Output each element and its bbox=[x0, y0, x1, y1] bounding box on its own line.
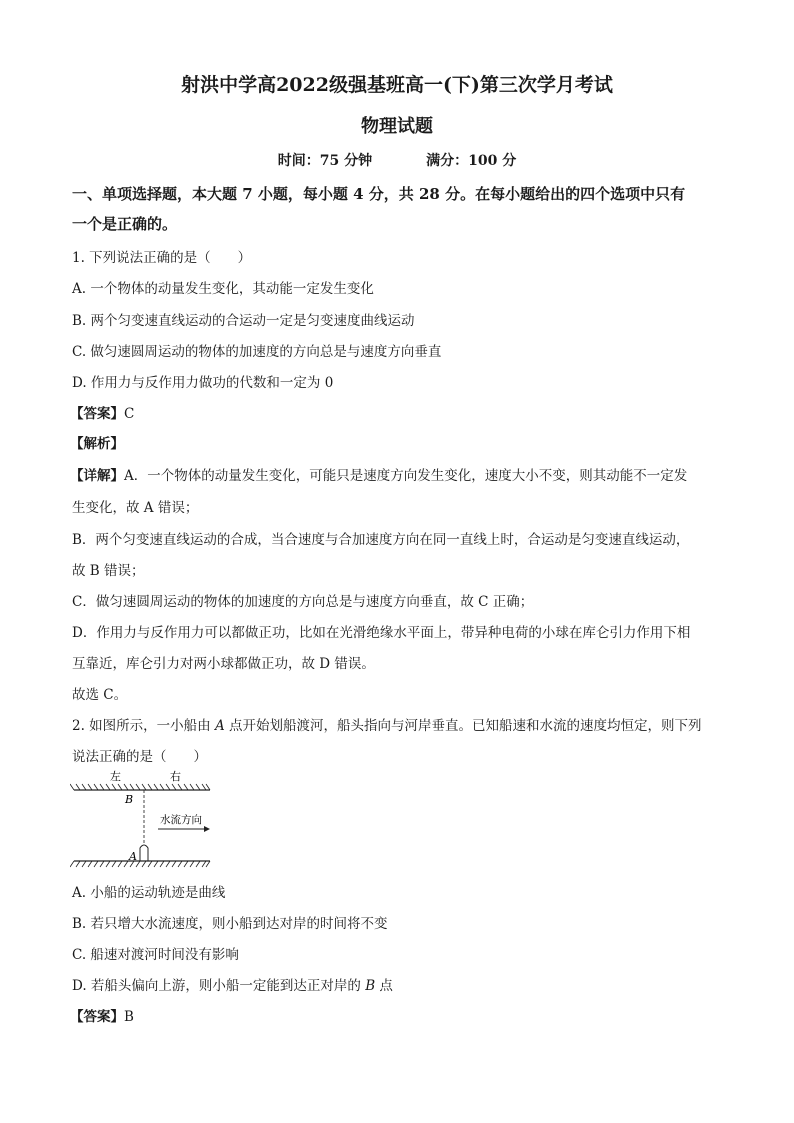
q1-detail-line-7: 互靠近，库仑引力对两小球都做正功，故 D 错误。 bbox=[72, 656, 375, 672]
answer-tag: 【答案】 bbox=[70, 406, 124, 422]
detail-tag: 【详解】 bbox=[70, 468, 124, 484]
q2-option-d-part-a: D. 若船头偏向上游，则小船一定能到达正对岸的 bbox=[72, 978, 366, 994]
exam-title: 射洪中学高2022级强基班高一(下)第三次学月考试 bbox=[181, 74, 613, 96]
q1-detail-line-2: 生变化，故 A 错误； bbox=[72, 500, 199, 516]
flow-arrow-head-icon bbox=[204, 826, 210, 832]
q1-option-c: C. 做匀速圆周运动的物体的加速度的方向总是与速度方向垂直 bbox=[72, 344, 442, 360]
detail-text: A．一个物体的动量发生变化，可能只是速度方向发生变化，速度大小不变，则其动能不一定发 bbox=[124, 468, 688, 484]
bottom-bank-hatch bbox=[70, 861, 210, 867]
river-crossing-figure bbox=[70, 768, 215, 873]
q1-option-b: B. 两个匀变速直线运动的合运动一定是匀变速度曲线运动 bbox=[72, 313, 415, 329]
top-bank-hatch bbox=[70, 784, 210, 790]
full-score: 满分：100 分 bbox=[426, 153, 517, 169]
answer-value: C bbox=[124, 406, 135, 422]
q1-detail-line-3: B．两个匀变速直线运动的合成，当合速度与合加速度方向在同一直线上时，合运动是匀变速直线运动， bbox=[72, 532, 690, 548]
section-heading-line2: 一个是正确的。 bbox=[72, 215, 178, 233]
q2-option-d bbox=[72, 974, 393, 994]
right-bank-label: 右 bbox=[170, 770, 181, 783]
time-limit: 时间：75 分钟 bbox=[277, 153, 373, 169]
left-bank-label: 左 bbox=[110, 770, 121, 783]
point-b-label: B bbox=[125, 793, 134, 806]
q1-option-d: D. 作用力与反作用力做功的代数和一定为 0 bbox=[72, 375, 334, 391]
q1-detail-line-4: 故 B 错误； bbox=[72, 563, 145, 579]
q1-analysis-tag: 【解析】 bbox=[70, 436, 124, 452]
q1-detail-line-1 bbox=[70, 464, 687, 484]
q2-point-a-ref: A bbox=[214, 718, 225, 734]
exam-meta bbox=[0, 150, 794, 170]
answer-value: B bbox=[124, 1009, 134, 1025]
q2-answer bbox=[70, 1005, 134, 1025]
answer-tag: 【答案】 bbox=[70, 1009, 124, 1025]
q2-stem-part-a: 2. 如图所示，一小船由 bbox=[72, 718, 215, 734]
exam-subtitle: 物理试题 bbox=[361, 116, 433, 137]
q1-answer bbox=[70, 402, 134, 422]
q2-stem-part-b: 点开始划船渡河，船头指向与河岸垂直。已知船速和水流的速度均恒定，则下列 bbox=[224, 718, 702, 734]
q2-option-d-point-b: B bbox=[365, 978, 376, 994]
q1-stem: 1. 下列说法正确的是（ ） bbox=[72, 250, 252, 266]
q1-detail-line-8: 故选 C。 bbox=[72, 687, 128, 703]
boat-icon bbox=[140, 845, 148, 861]
q1-detail-line-5: C．做匀速圆周运动的物体的加速度的方向总是与速度方向垂直，故 C 正确； bbox=[72, 594, 534, 610]
flow-direction-label: 水流方向 bbox=[160, 814, 202, 826]
q2-option-b: B. 若只增大水流速度，则小船到达对岸的时间将不变 bbox=[72, 916, 388, 932]
q2-option-c: C. 船速对渡河时间没有影响 bbox=[72, 947, 239, 963]
q2-stem-line1 bbox=[72, 714, 702, 734]
q2-stem-line2: 说法正确的是（ ） bbox=[72, 749, 207, 765]
q2-option-a: A. 小船的运动轨迹是曲线 bbox=[72, 885, 226, 901]
q1-detail-line-6: D．作用力与反作用力可以都做正功，比如在光滑绝缘水平面上，带异种电荷的小球在库仑引力作用下相 bbox=[72, 625, 691, 641]
q1-option-a: A. 一个物体的动量发生变化，其动能一定发生变化 bbox=[72, 281, 374, 297]
q2-option-d-part-b: 点 bbox=[375, 978, 393, 994]
section-heading-line1: 一、单项选择题，本大题 7 小题，每小题 4 分，共 28 分。在每小题给出的四个选项中只有 bbox=[72, 185, 686, 203]
point-a-label: A bbox=[129, 850, 137, 863]
